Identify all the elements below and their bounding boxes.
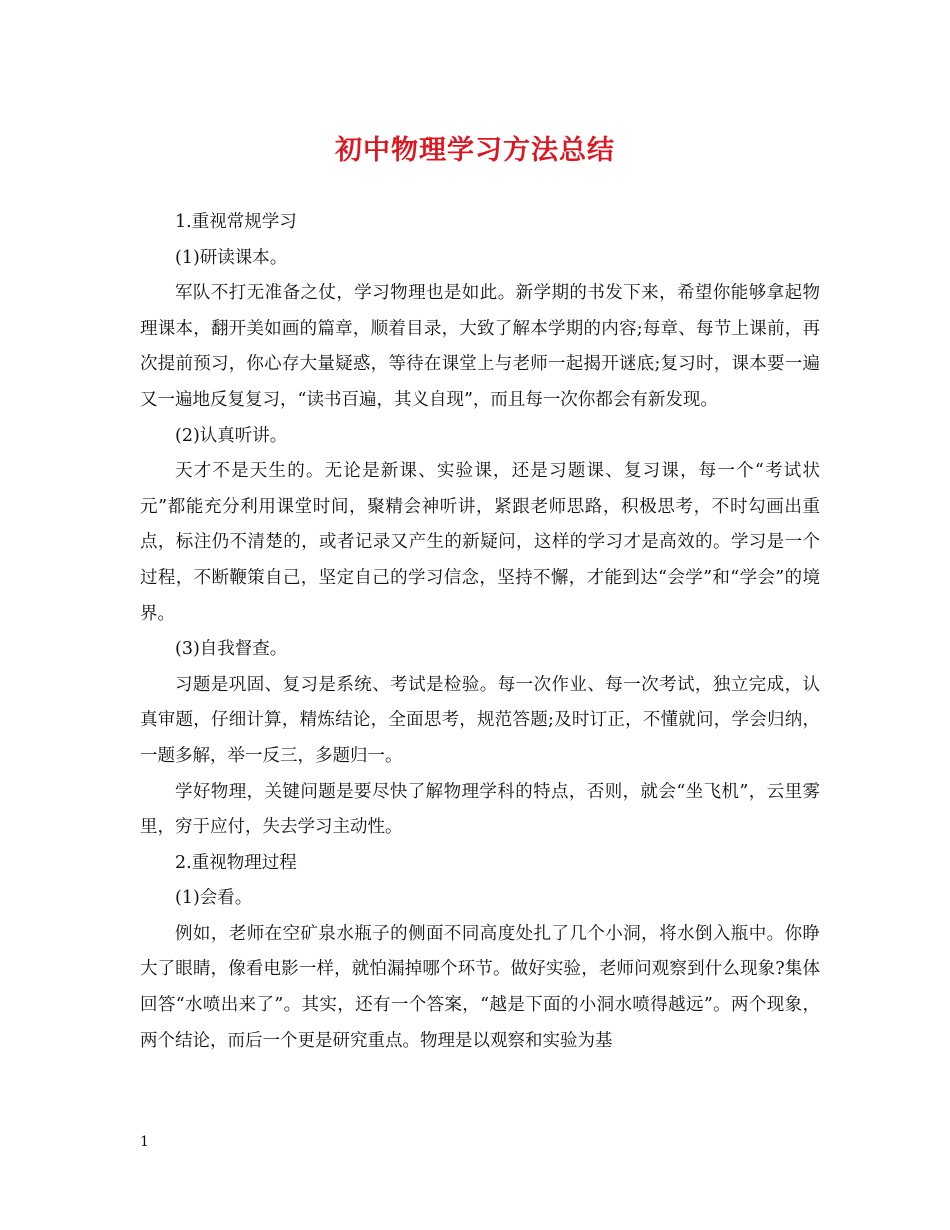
subsection-heading: (3)自我督查。 [175, 639, 288, 660]
body-paragraph: 例如，老师在空矿泉水瓶子的侧面不同高度处扎了几个小洞，将水倒入瓶中。你睁大了眼睛，像看电影一样，就怕漏掉哪个环节。做好实验，老师问观察到什么现象?集体回答“水喷出来了”。其实，还有一个答案，“越是下面的小洞水喷得越远”。两个现象，两个结论，而后一个更是研究重点。物理是以观察和实验为基 [140, 923, 820, 1051]
body-paragraph: 天才不是天生的。无论是新课、实验课，还是习题课、复习课，每一个“考试状元”都能充分利用课堂时间，聚精会神听讲，紧跟老师思路，积极思考，不时勾画出重点，标注仍不清楚的，或者记录又产生的新疑问，这样的学习才是高效的。学习是一个过程，不断鞭策自己，坚定自己的学习信念，坚持不懈，才能到达“会学”和“学会”的境界。 [140, 461, 820, 624]
page-number: 1 [140, 1134, 149, 1150]
body-paragraph: 军队不打无准备之仗，学习物理也是如此。新学期的书发下来，希望你能够拿起物理课本，翻开美如画的篇章，顺着目录，大致了解本学期的内容;每章、每节上课前，再次提前预习，你心存大量疑惑，等待在课堂上与老师一起揭开谜底;复习时，课本要一遍又一遍地反复复习，“读书百遍，其义自现”，而且每一次你都会有新发现。 [140, 283, 820, 410]
document-title: 初中物理学习方法总结 [335, 135, 615, 166]
document-body [140, 205, 820, 1059]
section-heading: 1.重视常规学习 [175, 212, 297, 232]
subsection-heading: (1)会看。 [175, 888, 253, 909]
subsection-heading: (1)研读课本。 [175, 247, 288, 268]
body-paragraph: 习题是巩固、复习是系统、考试是检验。每一次作业、每一次考试，独立完成，认真审题，仔细计算，精炼结论，全面思考，规范答题;及时订正，不懂就问，学会归纳，一题多解，举一反三，多题归一。 [140, 674, 820, 766]
section-heading: 2.重视物理过程 [175, 852, 297, 873]
subsection-heading: (2)认真听讲。 [175, 425, 288, 446]
body-paragraph: 学好物理，关键问题是要尽快了解物理学科的特点，否则，就会“坐飞机”，云里雾里，穷于应付，失去学习主动性。 [140, 781, 820, 838]
